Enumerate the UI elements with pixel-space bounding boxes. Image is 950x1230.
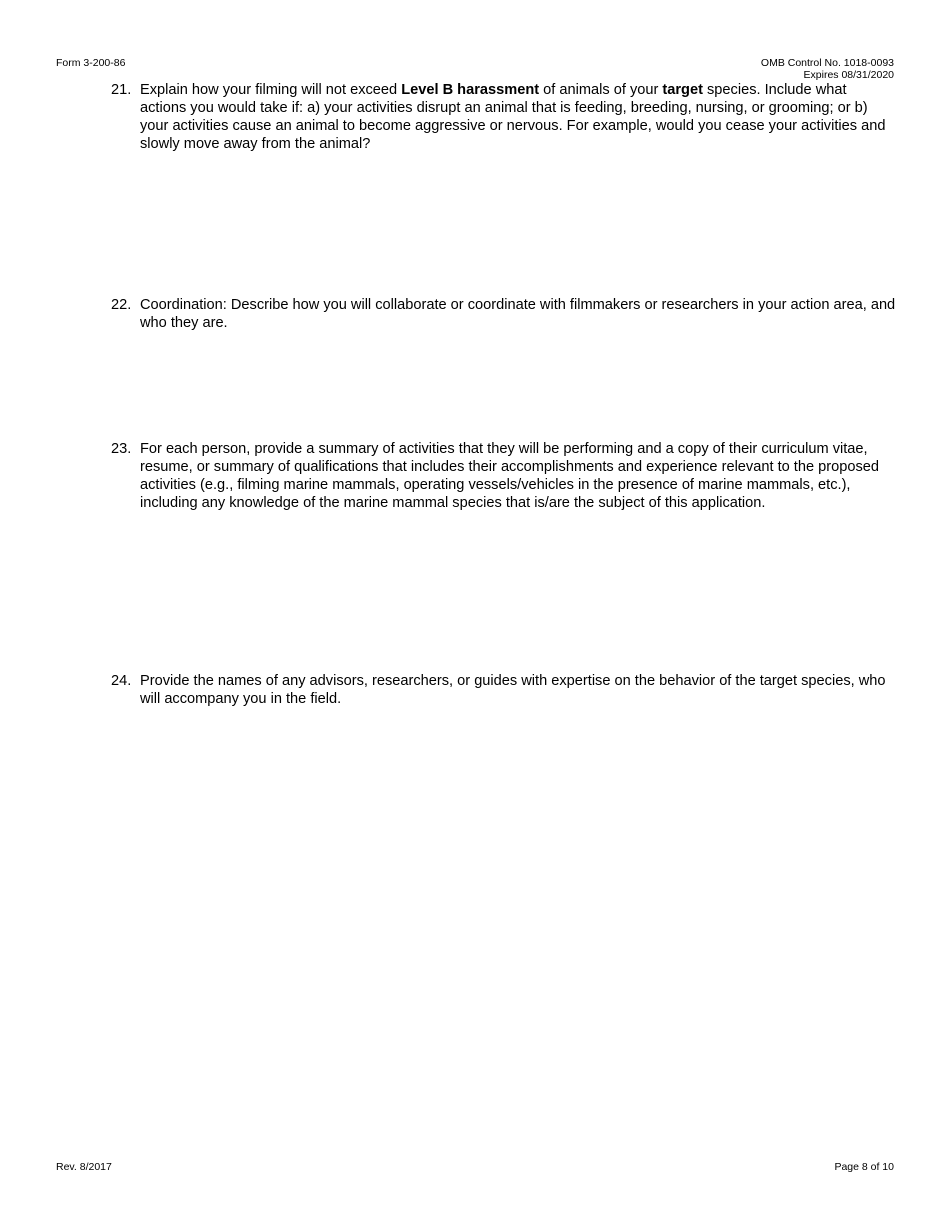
answer-area-21[interactable] [140,160,890,290]
question-text: Coordination: Describe how you will collaborate or coordinate with filmmakers or researchers in your action area, and who they are. [140,297,896,331]
question-text: For each person, provide a summary of activities that they will be performing and a copy of their curriculum vitae, resume, or summary of qualifications that includes their accomplishments and experience relevant to the proposed activities (e.g., filming marine mammals, operating vessels/vehicles in the presence of marine mammals, etc.), including any knowledge of the marine mammal species that is/are the subject of this application. [140,441,879,511]
question-number: 23. [111,441,132,457]
revision-date: Rev. 8/2017 [56,1161,112,1173]
omb-control-block [761,57,894,81]
omb-control-number: OMB Control No. 1018-0093 [760,57,894,69]
question-number: 24. [111,673,132,689]
answer-area-22[interactable] [140,338,890,433]
question-22 [111,296,896,332]
question-text: Explain how your filming will not exceed Level B harassment of animals of your target species. Include what actions you would take if: a) your activities disrupt an animal that is feeding, breeding, nursing, or grooming; or b) your activities cause an animal to become aggressive or nervous. For example, would you cease your activities and slowly move away from the animal? [140,82,886,152]
question-23 [111,440,896,512]
question-number: 22. [111,297,132,313]
question-number: 21. [111,82,132,98]
question-text: Provide the names of any advisors, researchers, or guides with expertise on the behavior of the target species, who will accompany you in the field. [140,673,886,707]
page-number: Page 8 of 10 [834,1161,894,1173]
target-term: target [662,82,703,98]
question-21 [111,81,896,153]
form-number: Form 3-200-86 [56,57,126,69]
question-24 [111,672,896,708]
answer-area-23[interactable] [140,535,890,665]
level-b-harassment-term: Level B harassment [401,82,540,98]
answer-area-24[interactable] [140,715,890,1145]
expiration-date: Expires 08/31/2020 [803,69,894,81]
